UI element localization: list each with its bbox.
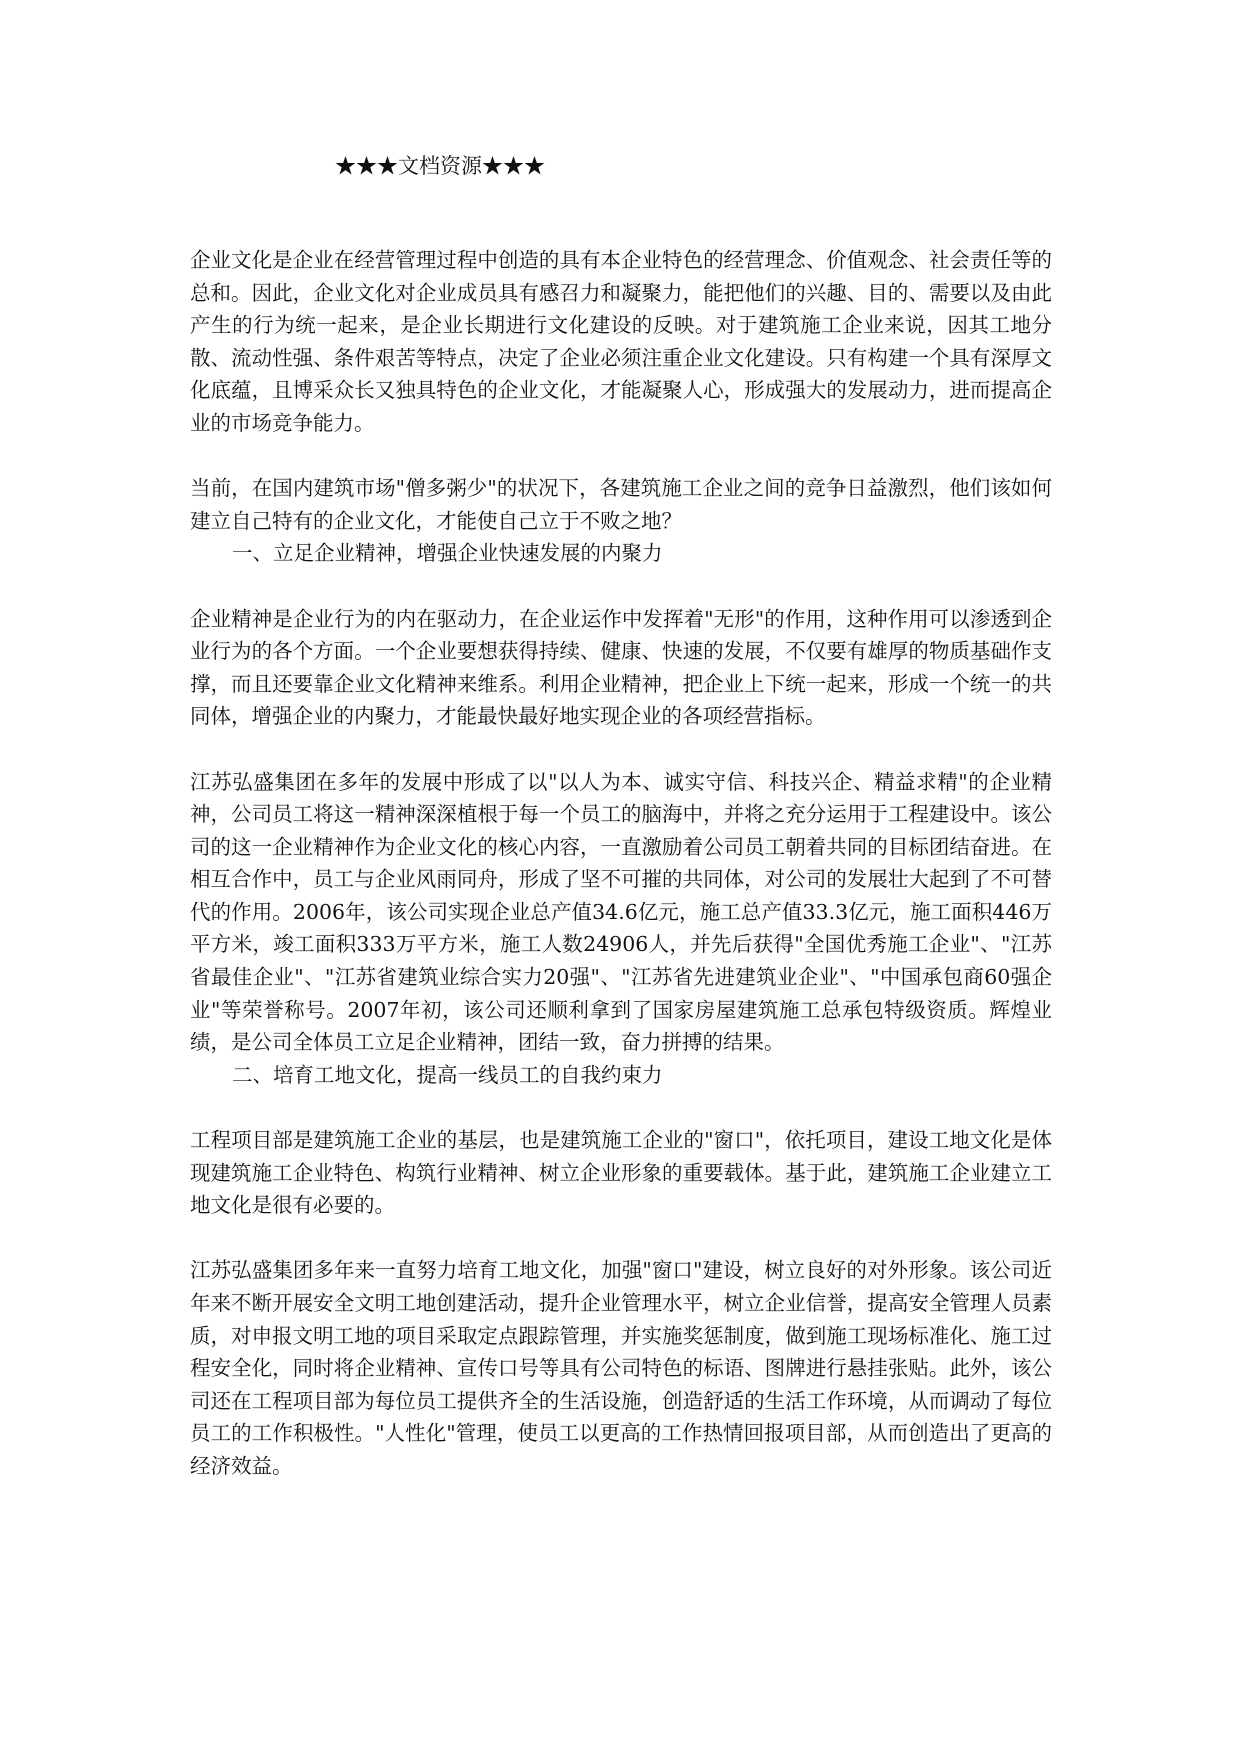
document-body (190, 244, 1052, 1483)
paragraph-enterprise-spirit: 企业精神是企业行为的内在驱动力，在企业运作中发挥着"无形"的作用，这种作用可以渗透到企业行为的各个方面。一个企业要想获得持续、健康、快速的发展，不仅要有雄厚的物质基础作支撑，而且还要靠企业文化精神来维系。利用企业精神，把企业上下统一起来，形成一个统一的共同体，增强企业的内聚力，才能最快最好地实现企业的各项经营指标。 (190, 606, 1052, 729)
paragraph-site-culture: 工程项目部是建筑施工企业的基层，也是建筑施工企业的"窗口"，依托项目，建设工地文化是体现建筑施工企业特色、构筑行业精神、树立企业形象的重要载体。基于此，建筑施工企业建立工地文化是很有必要的。 (190, 1128, 1052, 1218)
paragraph-intro: 企业文化是企业在经营管理过程中创造的具有本企业特色的经营理念、价值观念、社会责任等的总和。因此，企业文化对企业成员具有感召力和凝聚力，能把他们的兴趣、目的、需要以及由此产生的行为统一起来，是企业长期进行文化建设的反映。对于建筑施工企业来说，因其工地分散、流动性强、条件艰苦等特点，决定了企业必须注重企业文化建设。只有构建一个具有深厚文化底蕴，且博采众长又独具特色的企业文化，才能凝聚人心，形成强大的发展动力，进而提高企业的市场竞争能力。 (190, 248, 1052, 435)
document-header: ★★★文档资源★★★ (335, 154, 545, 178)
paragraph-hongsheng-site: 江苏弘盛集团多年来一直努力培育工地文化，加强"窗口"建设，树立良好的对外形象。该公司近年来不断开展安全文明工地创建活动，提升企业管理水平，树立企业信誉，提高安全管理人员素质，对申报文明工地的项目采取定点跟踪管理，并实施奖惩制度，做到施工现场标准化、施工过程安全化，同时将企业精神、宣传口号等具有公司特色的标语、图牌进行悬挂张贴。此外，该公司还在工程项目部为每位员工提供齐全的生活设施，创造舒适的生活工作环境，从而调动了每位员工的工作积极性。"人性化"管理，使员工以更高的工作热情回报项目部，从而创造出了更高的经济效益。 (190, 1258, 1052, 1478)
paragraph-hongsheng-spirit: 江苏弘盛集团在多年的发展中形成了以"以人为本、诚实守信、科技兴企、精益求精"的企业精神，公司员工将这一精神深深植根于每一个员工的脑海中，并将之充分运用于工程建设中。该公司的这一企业精神作为企业文化的核心内容，一直激励着公司员工朝着共同的目标团结奋进。在相互合作中，员工与企业风雨同舟，形成了坚不可摧的共同体，对公司的发展壮大起到了不可替代的作用。2006年，该公司实现企业总产值34.6亿元，施工总产值33.3亿元，施工面积446万平方米，竣工面积333万平方米，施工人数24906人，并先后获得"全国优秀施工企业"、"江苏省最佳企业"、"江苏省建筑业综合实力20强"、"江苏省先进建筑业企业"、"中国承包商60强企业"等荣誉称号。2007年初，该公司还顺利拿到了国家房屋建筑施工总承包特级资质。辉煌业绩，是公司全体员工立足企业精神，团结一致，奋力拼搏的结果。 (190, 769, 1052, 1055)
paragraph-current-situation: 当前，在国内建筑市场"僧多粥少"的状况下，各建筑施工企业之间的竞争日益激烈，他们该如何建立自己特有的企业文化，才能使自己立于不败之地？ (190, 476, 1052, 533)
section-heading-1: 一、立足企业精神，增强企业快速发展的内聚力 (232, 541, 663, 566)
section-heading-2: 二、培育工地文化，提高一线员工的自我约束力 (232, 1062, 663, 1087)
